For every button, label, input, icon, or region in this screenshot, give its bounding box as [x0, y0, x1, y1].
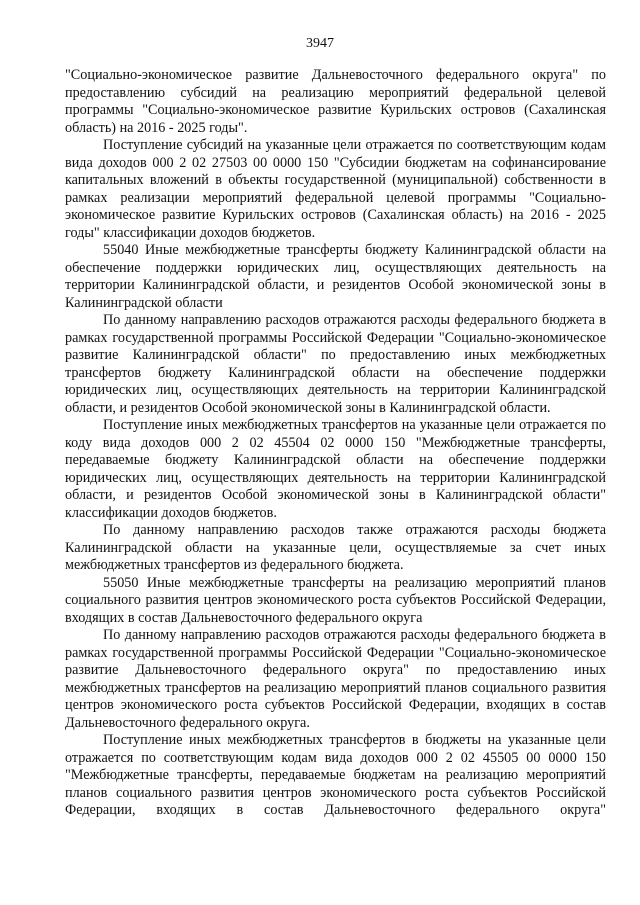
page-number: 3947 — [306, 36, 334, 51]
paragraph-55040-income: Поступление иных межбюджетных трансфертов на указанные цели отражается по коду вида доходов 000 2 02 45504 02 0000 150 "Межбюджетные трансферты, передаваемые бюджету Калининградской области на обеспечение поддержки юридических лиц, осуществляющих деятельность на территории Калининградской области, и резидентов Особой экономической зоны в Калининградской области" классификации доходов бюджетов. — [65, 417, 606, 521]
paragraph-code-55050-heading: 55050 Иные межбюджетные трансферты на реализацию мероприятий планов социального развития центров экономического роста субъектов Российской Федерации, входящих в состав Дальневосточного федерального округа — [65, 574, 606, 626]
document-body — [65, 67, 606, 820]
paragraph-55050-income: Поступление иных межбюджетных трансфертов в бюджеты на указанные цели отражается по соответствующим кодам вида доходов 000 2 02 45505 00 0000 150 "Межбюджетные трансферты, передаваемые бюджетам на реализацию мероприятий планов социального развития центров экономического роста субъектов Российской Федерации, входящих в состав Дальневосточного федерального округа" — [65, 732, 606, 818]
paragraph-55040-regional-expenses: По данному направлению расходов также отражаются расходы бюджета Калининградской области на указанные цели, осуществляемые за счет иных межбюджетных трансфертов из федерального бюджета. — [65, 522, 606, 573]
paragraph-code-55040-heading: 55040 Иные межбюджетные трансферты бюджету Калининградской области на обеспечение поддержки юридических лиц, осуществляющих деятельность на территории Калининградской области, и резидентов Особой экономической зоны в Калининградской области — [65, 242, 606, 311]
paragraph-subsidy-income: Поступление субсидий на указанные цели отражается по соответствующим кодам вида доходов 000 2 02 27503 00 0000 150 "Субсидии бюджетам на софинансирование капитальных вложений в объекты государственной (муниципальной) собственности в рамках реализации мероприятий федеральной целевой программы "Социально-экономическое развитие Курильских островов (Сахалинская область) на 2016 - 2025 годы" классификации доходов бюджетов. — [65, 137, 606, 241]
paragraph-55040-expenses: По данному направлению расходов отражаются расходы федерального бюджета в рамках государственной программы Российской Федерации "Социально-экономическое развитие Калининградской области" по предоставлению иных межбюджетных трансфертов бюджету Калининградской области на обеспечение поддержки юридических лиц, осуществляющих деятельность на территории Калининградской области, и резидентов Особой экономической зоны в Калининградской области. — [65, 312, 606, 416]
paragraph-55050-expenses: По данному направлению расходов отражаются расходы федерального бюджета в рамках государственной программы Российской Федерации "Социально-экономическое развитие Дальневосточного федерального округа" по предоставлению иных межбюджетных трансфертов на реализацию мероприятий планов социального развития центров экономического роста субъектов Российской Федерации, входящих в состав Дальневосточного федерального округа. — [65, 627, 606, 731]
paragraph-continuation: "Социально-экономическое развитие Дальневосточного федерального округа" по предоставлению субсидий на реализацию мероприятий федеральной целевой программы "Социально-экономическое развитие Курильских островов (Сахалинская область) на 2016 - 2025 годы". — [65, 67, 606, 136]
